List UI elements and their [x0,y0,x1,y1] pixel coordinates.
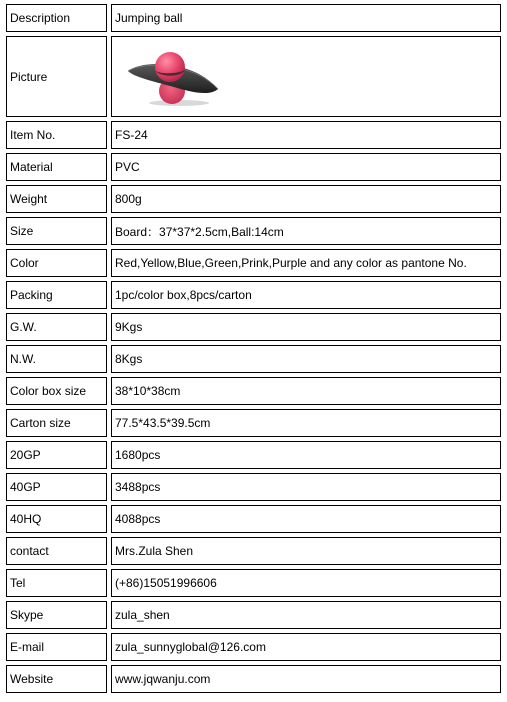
row-label: Size [6,217,107,245]
table-row [6,601,501,629]
row-label: 40GP [6,473,107,501]
table-row [6,441,501,469]
row-value: (+86)15051996606 [111,569,501,597]
description-label: Description [6,4,107,32]
table-row [6,185,501,213]
row-label: Weight [6,185,107,213]
row-value: zula_shen [111,601,501,629]
row-label: Color box size [6,377,107,405]
row-value: 77.5*43.5*39.5cm [111,409,501,437]
table-row [6,249,501,277]
table-row-picture [6,36,501,117]
spec-table [6,4,501,697]
picture-cell [111,36,501,117]
row-label: Material [6,153,107,181]
picture-label: Picture [6,36,107,117]
row-value: 38*10*38cm [111,377,501,405]
row-label: contact [6,537,107,565]
row-label: Skype [6,601,107,629]
table-row [6,505,501,533]
table-row [6,313,501,341]
row-value: FS-24 [111,121,501,149]
row-label: G.W. [6,313,107,341]
row-label: 20GP [6,441,107,469]
row-value: Board：37*37*2.5cm,Ball:14cm [111,217,501,245]
description-value: Jumping ball [111,4,501,32]
table-row [6,153,501,181]
table-row [6,377,501,405]
row-value: 1680pcs [111,441,501,469]
row-value: zula_sunnyglobal@126.com [111,633,501,661]
row-value: 1pc/color box,8pcs/carton [111,281,501,309]
table-row [6,665,501,693]
row-label: 40HQ [6,505,107,533]
table-row [6,409,501,437]
table-row [6,473,501,501]
row-label: Tel [6,569,107,597]
table-row [6,537,501,565]
row-value: 4088pcs [111,505,501,533]
jumping-ball-image [124,47,224,107]
table-row [6,345,501,373]
table-row [6,217,501,245]
row-label: Color [6,249,107,277]
row-value: Mrs.Zula Shen [111,537,501,565]
row-label: N.W. [6,345,107,373]
row-label: Website [6,665,107,693]
row-label: Item No. [6,121,107,149]
row-value: 9Kgs [111,313,501,341]
table-row-description [6,4,501,32]
row-label: Carton size [6,409,107,437]
row-label: E-mail [6,633,107,661]
row-value: 800g [111,185,501,213]
row-value: 3488pcs [111,473,501,501]
row-value: Red,Yellow,Blue,Green,Prink,Purple and any color as pantone No. [111,249,501,277]
row-value: www.jqwanju.com [111,665,501,693]
row-value: PVC [111,153,501,181]
table-row [6,633,501,661]
table-row [6,281,501,309]
table-row [6,569,501,597]
row-value: 8Kgs [111,345,501,373]
row-label: Packing [6,281,107,309]
table-row [6,121,501,149]
